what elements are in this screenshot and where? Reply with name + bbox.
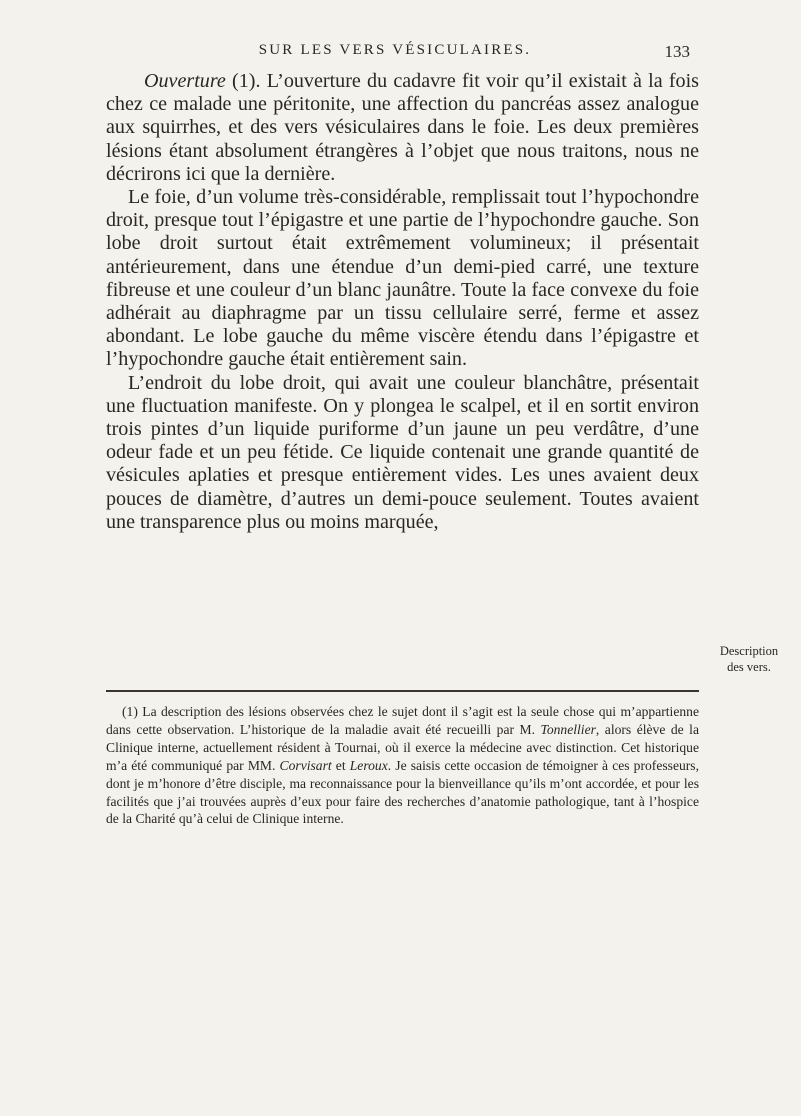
footnote-name-leroux: Leroux xyxy=(349,757,388,773)
margin-note-line-2: des vers. xyxy=(727,660,771,674)
footnote-part-1: (1) La description des lésions observées chez le sujet dont il s’agit est la seule chose qui m’appartienne dans cette observation. L’historique de la maladie avait été recueilli par M. xyxy=(106,704,699,737)
footnote-text xyxy=(106,703,699,828)
paragraph-lobe-droit: L’endroit du lobe droit, qui avait une couleur blanchâtre, présentait une fluctuation manifeste. On y plongea le scalpel, et il en sortit environ trois pintes d’un liquide puriforme d’un jaune un peu verdâtre, d’une odeur fade et un peu fétide. Ce liquide contenait une grande quantité de vésicules aplaties et presque entièrement vides. Les unes avaient deux pouces de diamètre, d’autres un demi-pouce seulement. Toutes avaient une transparence plus ou moins marquée, xyxy=(106,371,699,533)
margin-note-line-1: Description xyxy=(719,644,779,658)
footnote-separator xyxy=(106,690,699,692)
paragraph-ouverture-text: (1). L’ouverture du cadavre fit voir qu’il existait à la fois chez ce malade une péritonite, une affection du pancréas assez analogue aux squirrhes, et des vers vésiculaires dans le foie. Les deux premières lésions étant absolument étrangères à l’objet que nous traitons, nous ne décrirons ici que la dernière. xyxy=(106,70,699,185)
running-head xyxy=(175,42,690,64)
main-text xyxy=(106,70,699,534)
section-heading-ouverture: Ouverture xyxy=(144,70,226,92)
running-title: SUR LES VERS VÉSICULAIRES. xyxy=(258,42,532,58)
paragraph-foie: Le foie, d’un volume très-considérable, remplissait tout l’hypochondre droit, presque tout l’épigastre et une partie de l’hypochondre gauche. Son lobe droit surtout était extrêmement volumineux; il présentait antérieurement, dans une étendue d’un demi-pied carré, une texture fibreuse et une couleur d’un blanc jaunâtre. Toute la face convexe du foie adhérait au diaphragme par un tissu cellulaire serré, ferme et assez abondant. Le lobe gauche du même viscère étendu dans l’épigastre et l’hypochondre gauche était entièrement sain. xyxy=(106,186,699,371)
paragraph-ouverture xyxy=(106,70,699,186)
footnote-part-2: , alors élève de la Clinique interne, actuellement résident à Tournai, où il exerce la médecine avec distinction. Cet historique m’a été communiqué par MM. xyxy=(106,721,699,773)
footnote-part-4: . Je saisis cette occasion de témoigner à ces professeurs, dont je m’honore d’être disciple, ma reconnaissance pour la bienveillance qu’ils m’ont accordée, et pour les facilités que j’ai trouvées auprès d’eux pour faire des recherches d’anatomie pathologique, tant à l’hospice de la Charité qu’à celui de Clinique interne. xyxy=(106,757,699,827)
margin-note xyxy=(704,643,794,675)
footnote xyxy=(106,703,699,828)
page-number: 133 xyxy=(664,42,690,61)
footnote-name-corvisart: Corvisart xyxy=(279,757,332,773)
footnote-name-tonnellier: Tonnellier xyxy=(540,721,596,737)
footnote-part-3: et xyxy=(331,757,350,773)
